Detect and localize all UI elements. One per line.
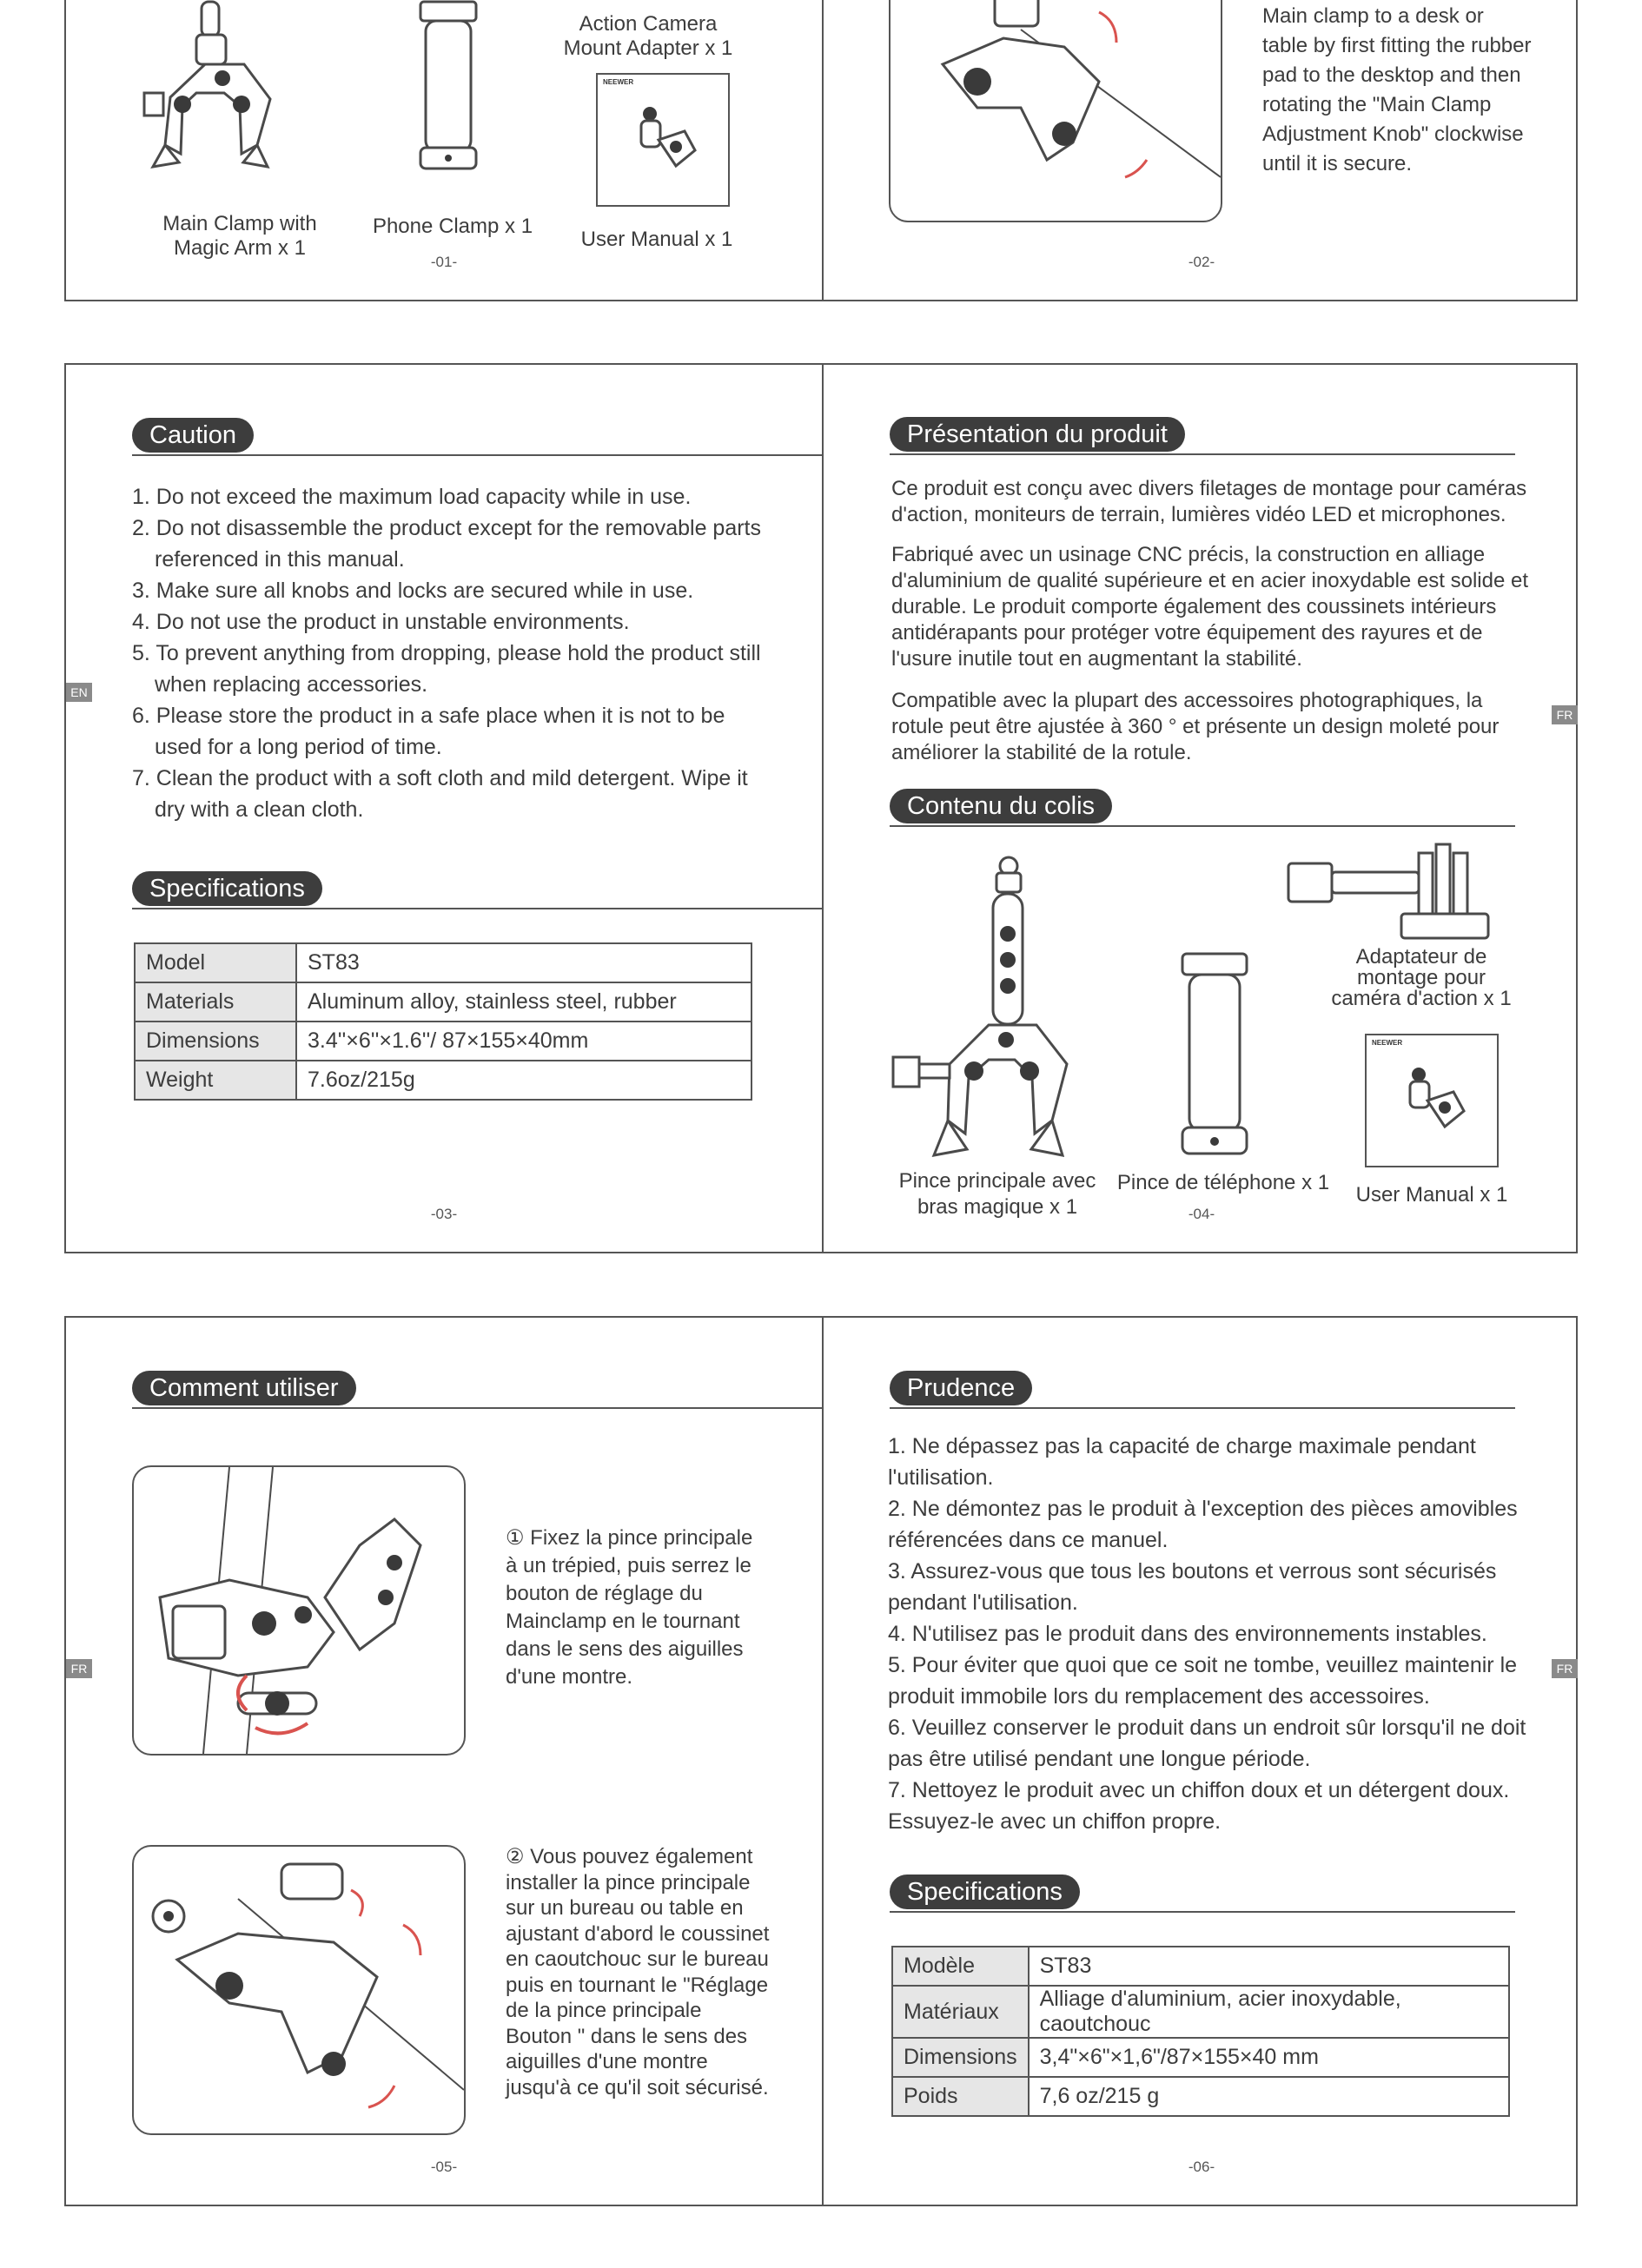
usage-step-2: ② Vous pouvez également installer la pince principale sur un bureau ou table en ajustant d'abord le coussinet en caoutchouc sur le bureau puis en tournant le "Réglage de la pince principale Bouton " dans le sens des aiguilles d'une montre jusqu'à ce qu'il soit sécurisé. (506, 1845, 770, 2099)
caution-item: 6. Please store the product in a safe place when it is not to be used for a long period of time. (132, 704, 725, 759)
heading-rule (890, 1911, 1515, 1913)
desk-mount-illustration (891, 0, 1221, 221)
caution-item: 2. Do not disassemble the product except for the removable parts referenced in this manual. (132, 516, 761, 572)
spec-row (135, 1061, 751, 1100)
prudence-title: Prudence (890, 1371, 1032, 1405)
manual-logo: NEEWER (1372, 1039, 1403, 1047)
heading-rule (890, 453, 1515, 455)
specifications-title: Specifications (132, 871, 322, 906)
spec-value: 3,4"×6"×1,6"/87×155×40 mm (1029, 2038, 1509, 2077)
spec-row (892, 1986, 1509, 2038)
presentation-heading (890, 417, 1515, 455)
prudence-item: 6. Veuillez conserver le produit dans un endroit sûr lorsqu'il ne doit pas être utilisé pendant une longue période. (888, 1716, 1526, 1771)
presentation-paragraph: Ce produit est conçu avec divers filetages de montage pour caméras d'action, moniteurs de terrain, lumières vidéo LED et microphones. (891, 477, 1527, 526)
user-manual-thumbnail (596, 73, 730, 207)
caution-item: 3. Make sure all knobs and locks are secured while in use. (132, 579, 694, 603)
caption-action-camera-adapter: Adaptateur de montage pour caméra d'action x 1 (1331, 945, 1512, 1010)
manual-sheet-3 (64, 1316, 1578, 2206)
heading-rule (132, 908, 822, 909)
caption-action-camera-adapter: Action Camera Mount Adapter x 1 (563, 12, 733, 60)
spec-value: ST83 (296, 943, 751, 982)
page-number: -05- (430, 2159, 458, 2175)
tripod-mount-illustration-frame (132, 1465, 466, 1756)
spec-key: Weight (135, 1061, 296, 1100)
tripod-mount-illustration (134, 1467, 464, 1754)
spec-row (135, 943, 751, 982)
spec-value: 7,6 oz/215 g (1029, 2077, 1509, 2116)
caution-item: 7. Clean the product with a soft cloth and mild detergent. Wipe it dry with a clean cloth. (132, 766, 748, 822)
prudence-item: 7. Nettoyez le produit avec un chiffon doux et un détergent doux. Essuyez-le avec un chiffon propre. (888, 1778, 1510, 1834)
page-02 (824, 0, 1579, 300)
page-number: -01- (430, 254, 458, 270)
caption-user-manual: User Manual x 1 (1355, 1183, 1508, 1207)
caution-item: 4. Do not use the product in unstable environments. (132, 610, 630, 634)
page-01 (66, 0, 822, 300)
heading-rule (890, 1407, 1515, 1409)
page-number: -02- (1188, 254, 1215, 270)
specifications-title: Specifications (890, 1875, 1080, 1909)
caution-item: 5. To prevent anything from dropping, please hold the product still when replacing accessories. (132, 641, 761, 697)
desk-mount-illustration-frame (889, 0, 1222, 222)
specifications-heading (890, 1875, 1515, 1913)
spec-row (892, 2038, 1509, 2077)
spec-row (892, 2077, 1509, 2116)
prudence-item: 5. Pour éviter que quoi que ce soit ne tombe, veuillez maintenir le produit immobile lors du remplacement des accessoires. (888, 1653, 1518, 1709)
package-heading (890, 789, 1515, 827)
main-clamp-illustration (889, 856, 1089, 1168)
spec-key: Dimensions (892, 2038, 1029, 2077)
manual-logo: NEEWER (603, 78, 634, 86)
caption-user-manual: User Manual x 1 (580, 228, 733, 251)
spec-row (135, 1022, 751, 1061)
caution-title: Caution (132, 418, 254, 453)
spec-key: Modèle (892, 1947, 1029, 1986)
package-title: Contenu du colis (890, 789, 1112, 823)
caption-main-clamp: Pince principale avec bras magique x 1 (898, 1169, 1096, 1219)
manual-sheet-1 (64, 0, 1578, 301)
page-number: -04- (1188, 1206, 1215, 1222)
page-03 (66, 365, 822, 1252)
language-tag: FR (1552, 705, 1578, 724)
manual-clamp-illustration (1393, 1057, 1471, 1135)
specifications-table (891, 1946, 1510, 2117)
prudence-heading (890, 1371, 1515, 1409)
desk-mount-illustration (134, 1847, 464, 2133)
desk-mount-instruction: Main clamp to a desk or table by first fitting the rubber pad to the desktop and then rotating the "Main Clamp Adjustment Knob" clockwise until it is secure. (1262, 4, 1532, 175)
spec-key: Dimensions (135, 1022, 296, 1061)
action-camera-adapter-illustration (1288, 844, 1497, 940)
manual-clamp-illustration (624, 96, 702, 175)
page-number: -06- (1188, 2159, 1215, 2175)
presentation-paragraph: Compatible avec la plupart des accessoires photographiques, la rotule peut être ajustée à 360 ° et présente un design moleté pour améliorer la stabilité de la rotule. (891, 689, 1500, 764)
specifications-heading (132, 871, 822, 909)
caption-main-clamp: Main Clamp with Magic Arm x 1 (162, 212, 317, 260)
spec-key: Materials (135, 982, 296, 1022)
language-tag: FR (66, 1659, 92, 1678)
prudence-list (888, 1431, 1548, 1837)
spec-key: Matériaux (892, 1986, 1029, 2038)
caption-phone-clamp: Pince de téléphone x 1 (1116, 1171, 1330, 1194)
main-clamp-illustration (127, 2, 292, 175)
presentation-paragraph: Fabriqué avec un usinage CNC précis, la construction en alliage d'aluminium de qualité supérieure et en acier inoxydable est solide et durable. Le produit comporte également des coussinets intérieurs antidérapants pour protéger votre équipement des rayures et de l'usure inutile tout en augmentant la stabilité. (891, 543, 1529, 671)
user-manual-thumbnail (1365, 1034, 1499, 1167)
usage-step-1: ① Fixez la pince principale à un trépied, puis serrez le bouton de réglage du Mainclamp en le tournant dans le sens des aiguilles d'une montre. (506, 1526, 753, 1689)
usage-heading (132, 1371, 822, 1409)
desk-mount-illustration-frame (132, 1845, 466, 2135)
prudence-item: 4. N'utilisez pas le produit dans des environnements instables. (888, 1622, 1487, 1646)
spec-key: Model (135, 943, 296, 982)
specifications-table (134, 942, 752, 1101)
caption-phone-clamp: Phone Clamp x 1 (372, 215, 533, 238)
caution-item: 1. Do not exceed the maximum load capacity while in use. (132, 485, 692, 509)
language-tag: EN (66, 683, 92, 702)
caution-heading (132, 418, 822, 456)
spec-value: 7.6oz/215g (296, 1061, 751, 1100)
prudence-item: 2. Ne démontez pas le produit à l'exception des pièces amovibles référencées dans ce manuel. (888, 1497, 1518, 1552)
presentation-title: Présentation du produit (890, 417, 1185, 452)
usage-title: Comment utiliser (132, 1371, 356, 1405)
spec-key: Poids (892, 2077, 1029, 2116)
caution-list (132, 481, 775, 825)
page-06 (824, 1318, 1579, 2205)
spec-value: Alliage d'aluminium, acier inoxydable, caoutchouc (1029, 1986, 1509, 2038)
spec-value: 3.4''×6''×1.6''/ 87×155×40mm (296, 1022, 751, 1061)
heading-rule (132, 454, 822, 456)
phone-clamp-illustration (414, 2, 483, 175)
prudence-item: 3. Assurez-vous que tous les boutons et verrous sont sécurisés pendant l'utilisation. (888, 1559, 1497, 1615)
manual-sheet-2 (64, 363, 1578, 1253)
prudence-item: 1. Ne dépassez pas la capacité de charge maximale pendant l'utilisation. (888, 1434, 1476, 1490)
spec-value: ST83 (1029, 1947, 1509, 1986)
spec-row (892, 1947, 1509, 1986)
heading-rule (890, 825, 1515, 827)
page-04 (824, 365, 1579, 1252)
page-number: -03- (430, 1206, 458, 1222)
language-tag: FR (1552, 1659, 1578, 1678)
phone-clamp-illustration (1175, 954, 1254, 1162)
heading-rule (132, 1407, 822, 1409)
spec-row (135, 982, 751, 1022)
page-05 (66, 1318, 822, 2205)
spec-value: Aluminum alloy, stainless steel, rubber (296, 982, 751, 1022)
